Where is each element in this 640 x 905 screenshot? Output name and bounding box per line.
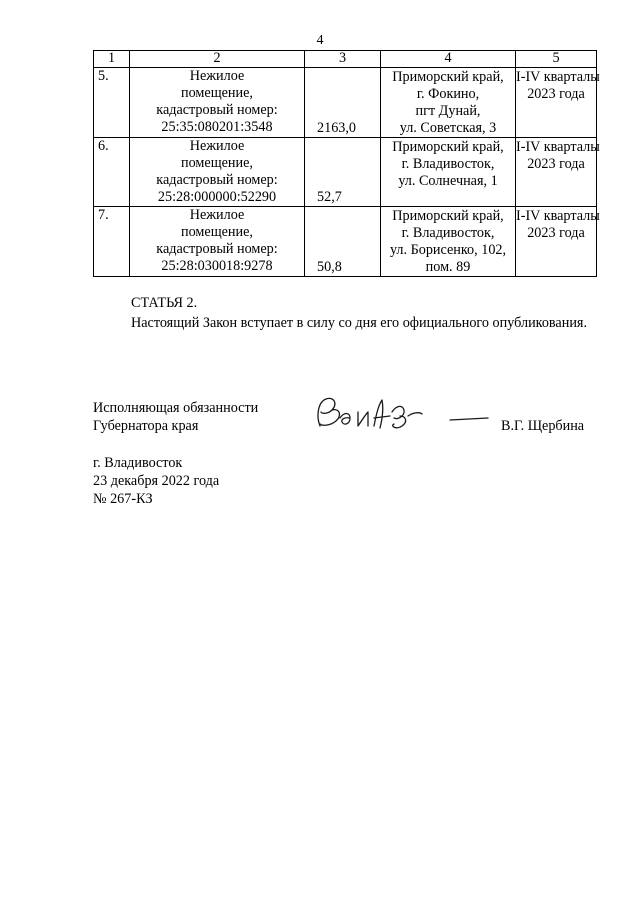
position-line: Исполняющая обязанности <box>93 400 259 416</box>
column-header: 5 <box>516 51 597 68</box>
column-header: 2 <box>130 51 305 68</box>
row-number: 6. <box>94 138 130 207</box>
period <box>516 138 600 207</box>
address <box>381 68 516 138</box>
article-text: Настоящий Закон вступает в силу со дня его официального опубликования. <box>131 315 587 331</box>
object-description <box>130 68 305 138</box>
address-line: г. Владивосток, <box>401 225 495 241</box>
period-line: I-IV кварталы <box>516 69 600 85</box>
object-line: Нежилое <box>189 138 245 154</box>
address-line: ул. Советская, 3 <box>399 120 497 136</box>
table-row <box>94 68 597 138</box>
object-line: кадастровый номер: <box>156 172 278 188</box>
row-number: 5. <box>94 68 130 138</box>
object-line: 25:28:030018:9278 <box>161 258 273 274</box>
object-line: помещение, <box>181 85 253 101</box>
page-number: 4 <box>316 33 324 48</box>
object-line: Нежилое <box>189 68 245 84</box>
address-line: Приморский край, <box>392 139 504 155</box>
place-and-date <box>93 454 219 508</box>
period-line: I-IV кварталы <box>516 208 600 224</box>
period-line: 2023 года <box>527 86 585 102</box>
property-table <box>93 50 600 277</box>
area-value: 2163,0 <box>305 68 381 138</box>
row-number: 7. <box>94 207 130 277</box>
city: г. Владивосток <box>93 455 183 471</box>
address-line: Приморский край, <box>392 69 504 85</box>
object-description <box>130 207 305 277</box>
period-line: I-IV кварталы <box>516 139 600 155</box>
column-header: 3 <box>305 51 381 68</box>
handwritten-signature <box>310 390 490 440</box>
object-line: 25:35:080201:3548 <box>161 119 273 135</box>
article-title: СТАТЬЯ 2. <box>131 295 198 311</box>
period-line: 2023 года <box>527 225 585 241</box>
address-line: ул. Солнечная, 1 <box>398 173 498 189</box>
address-line: г. Фокино, <box>416 86 480 102</box>
signatory-position <box>93 399 258 435</box>
column-header: 4 <box>381 51 516 68</box>
object-line: помещение, <box>181 224 253 240</box>
period <box>516 207 600 277</box>
object-description <box>130 138 305 207</box>
table-header-row <box>94 51 597 68</box>
address-line: пом. 89 <box>425 259 471 275</box>
address <box>381 207 516 277</box>
object-line: кадастровый номер: <box>156 241 278 257</box>
object-line: 25:28:000000:52290 <box>157 189 277 205</box>
table-row <box>94 138 597 207</box>
object-line: кадастровый номер: <box>156 102 278 118</box>
period-line: 2023 года <box>527 156 585 172</box>
date: 23 декабря 2022 года <box>93 473 220 489</box>
address <box>381 138 516 207</box>
law-number: № 267-КЗ <box>93 491 153 507</box>
area-value: 52,7 <box>305 138 381 207</box>
object-line: Нежилое <box>189 207 245 223</box>
signer-name: В.Г. Щербина <box>501 418 585 434</box>
address-line: пгт Дунай, <box>415 103 481 119</box>
column-header: 1 <box>94 51 130 68</box>
address-line: г. Владивосток, <box>401 156 495 172</box>
position-line: Губернатора края <box>93 418 199 434</box>
area-value: 50,8 <box>305 207 381 277</box>
period <box>516 68 600 138</box>
object-line: помещение, <box>181 155 253 171</box>
address-line: ул. Борисенко, 102, <box>389 242 507 258</box>
table-row <box>94 207 597 277</box>
address-line: Приморский край, <box>392 208 504 224</box>
